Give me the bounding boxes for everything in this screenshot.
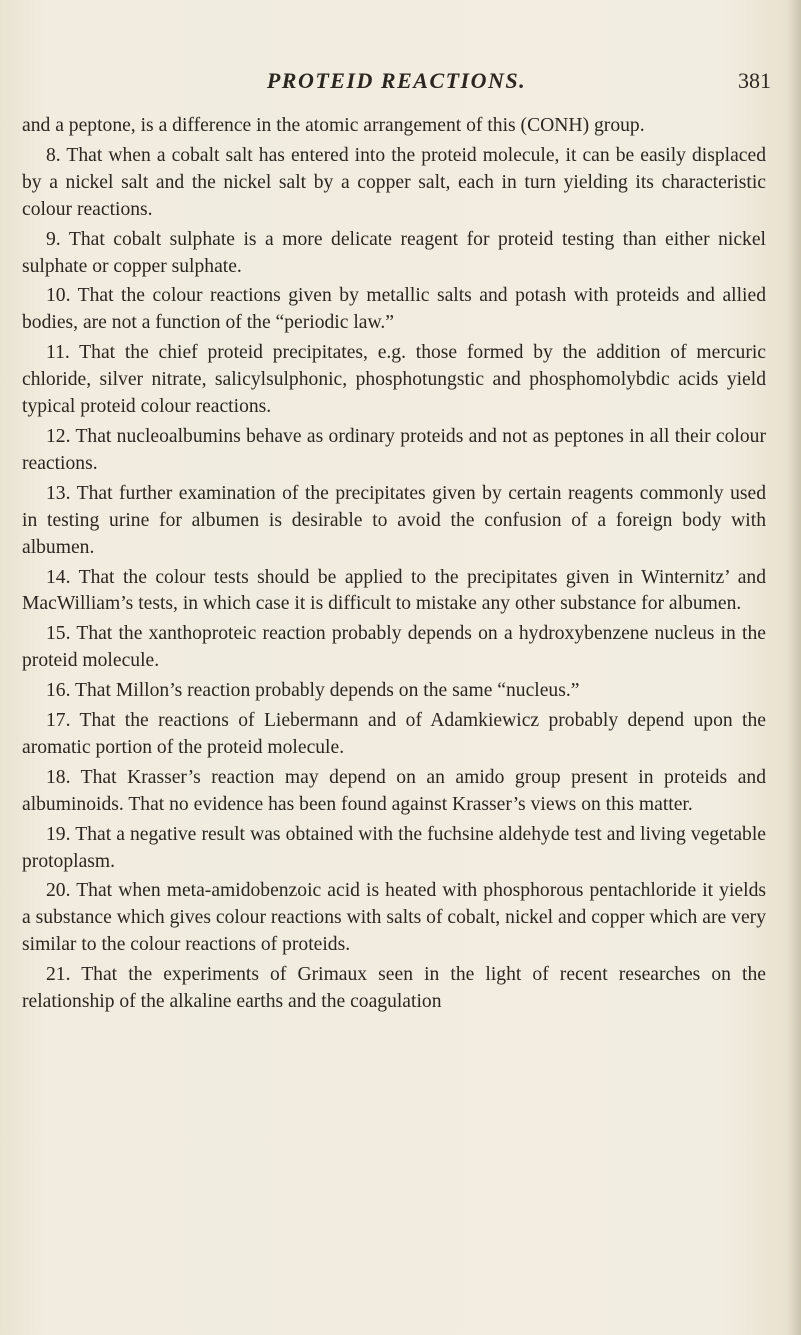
conclusion-9: 9. That cobalt sulphate is a more delicate reagent for proteid testing than either nickel sulphate or copper sulphate. — [22, 228, 766, 277]
paragraph-continuation: and a peptone, is a difference in the atomic arrangement of this (CONH) group. — [22, 115, 645, 136]
conclusion-11: 11. That the chief proteid precipitates, e.g. those formed by the addition of mercuric chloride, silver nitrate, salicylsulphonic, phosphotungstic and phosphomolybdic acids yield typical proteid colour reactions. — [22, 342, 766, 418]
conclusion-15: 15. That the xanthoproteic reaction probably depends on a hydroxybenzene nucleus in the proteid molecule. — [22, 623, 766, 672]
conclusion-19: 19. That a negative result was obtained with the fuchsine aldehyde test and living vegetable protoplasm. — [22, 823, 766, 872]
page-header — [22, 68, 771, 98]
body-text — [22, 113, 766, 1019]
conclusion-12: 12. That nucleoalbumins behave as ordinary proteids and not as peptones in all their colour reactions. — [22, 425, 766, 474]
conclusion-18: 18. That Krasser’s reaction may depend on an amido group present in proteids and albuminoids. That no evidence has been found against Krasser’s views on this matter. — [22, 766, 766, 815]
page-number: 381 — [738, 68, 771, 93]
conclusion-8: 8. That when a cobalt salt has entered into the proteid molecule, it can be easily displaced by a nickel salt and the nickel salt by a copper salt, each in turn yielding its characteristic colour reactions. — [22, 144, 766, 220]
conclusion-17: 17. That the reactions of Liebermann and of Adamkiewicz probably depend upon the aromatic portion of the proteid molecule. — [22, 710, 766, 758]
conclusion-20: 20. That when meta-amidobenzoic acid is heated with phosphorous pentachloride it yields a substance which gives colour reactions with salts of cobalt, nickel and copper which are very similar to the colour reactions of proteids. — [22, 880, 766, 956]
conclusion-14: 14. That the colour tests should be applied to the precipitates given in Winternitz’ and MacWilliam’s tests, in which case it is difficult to mistake any other substance for albumen. — [22, 566, 766, 615]
conclusion-13: 13. That further examination of the precipitates given by certain reagents commonly used in testing urine for albumen is desirable to avoid the confusion of a foreign body with albumen. — [22, 482, 766, 558]
conclusion-10: 10. That the colour reactions given by metallic salts and potash with proteids and allied bodies, are not a function of the “periodic law.” — [22, 285, 766, 334]
conclusion-16: 16. That Millon’s reaction probably depends on the same “nucleus.” — [46, 680, 580, 702]
page-edge-shadow — [787, 0, 801, 1335]
running-head: PROTEID REACTIONS. — [266, 68, 527, 93]
conclusion-21: 21. That the experiments of Grimaux seen in the light of recent researches on the relationship of the alkaline earths and the coagulation — [22, 964, 766, 1013]
